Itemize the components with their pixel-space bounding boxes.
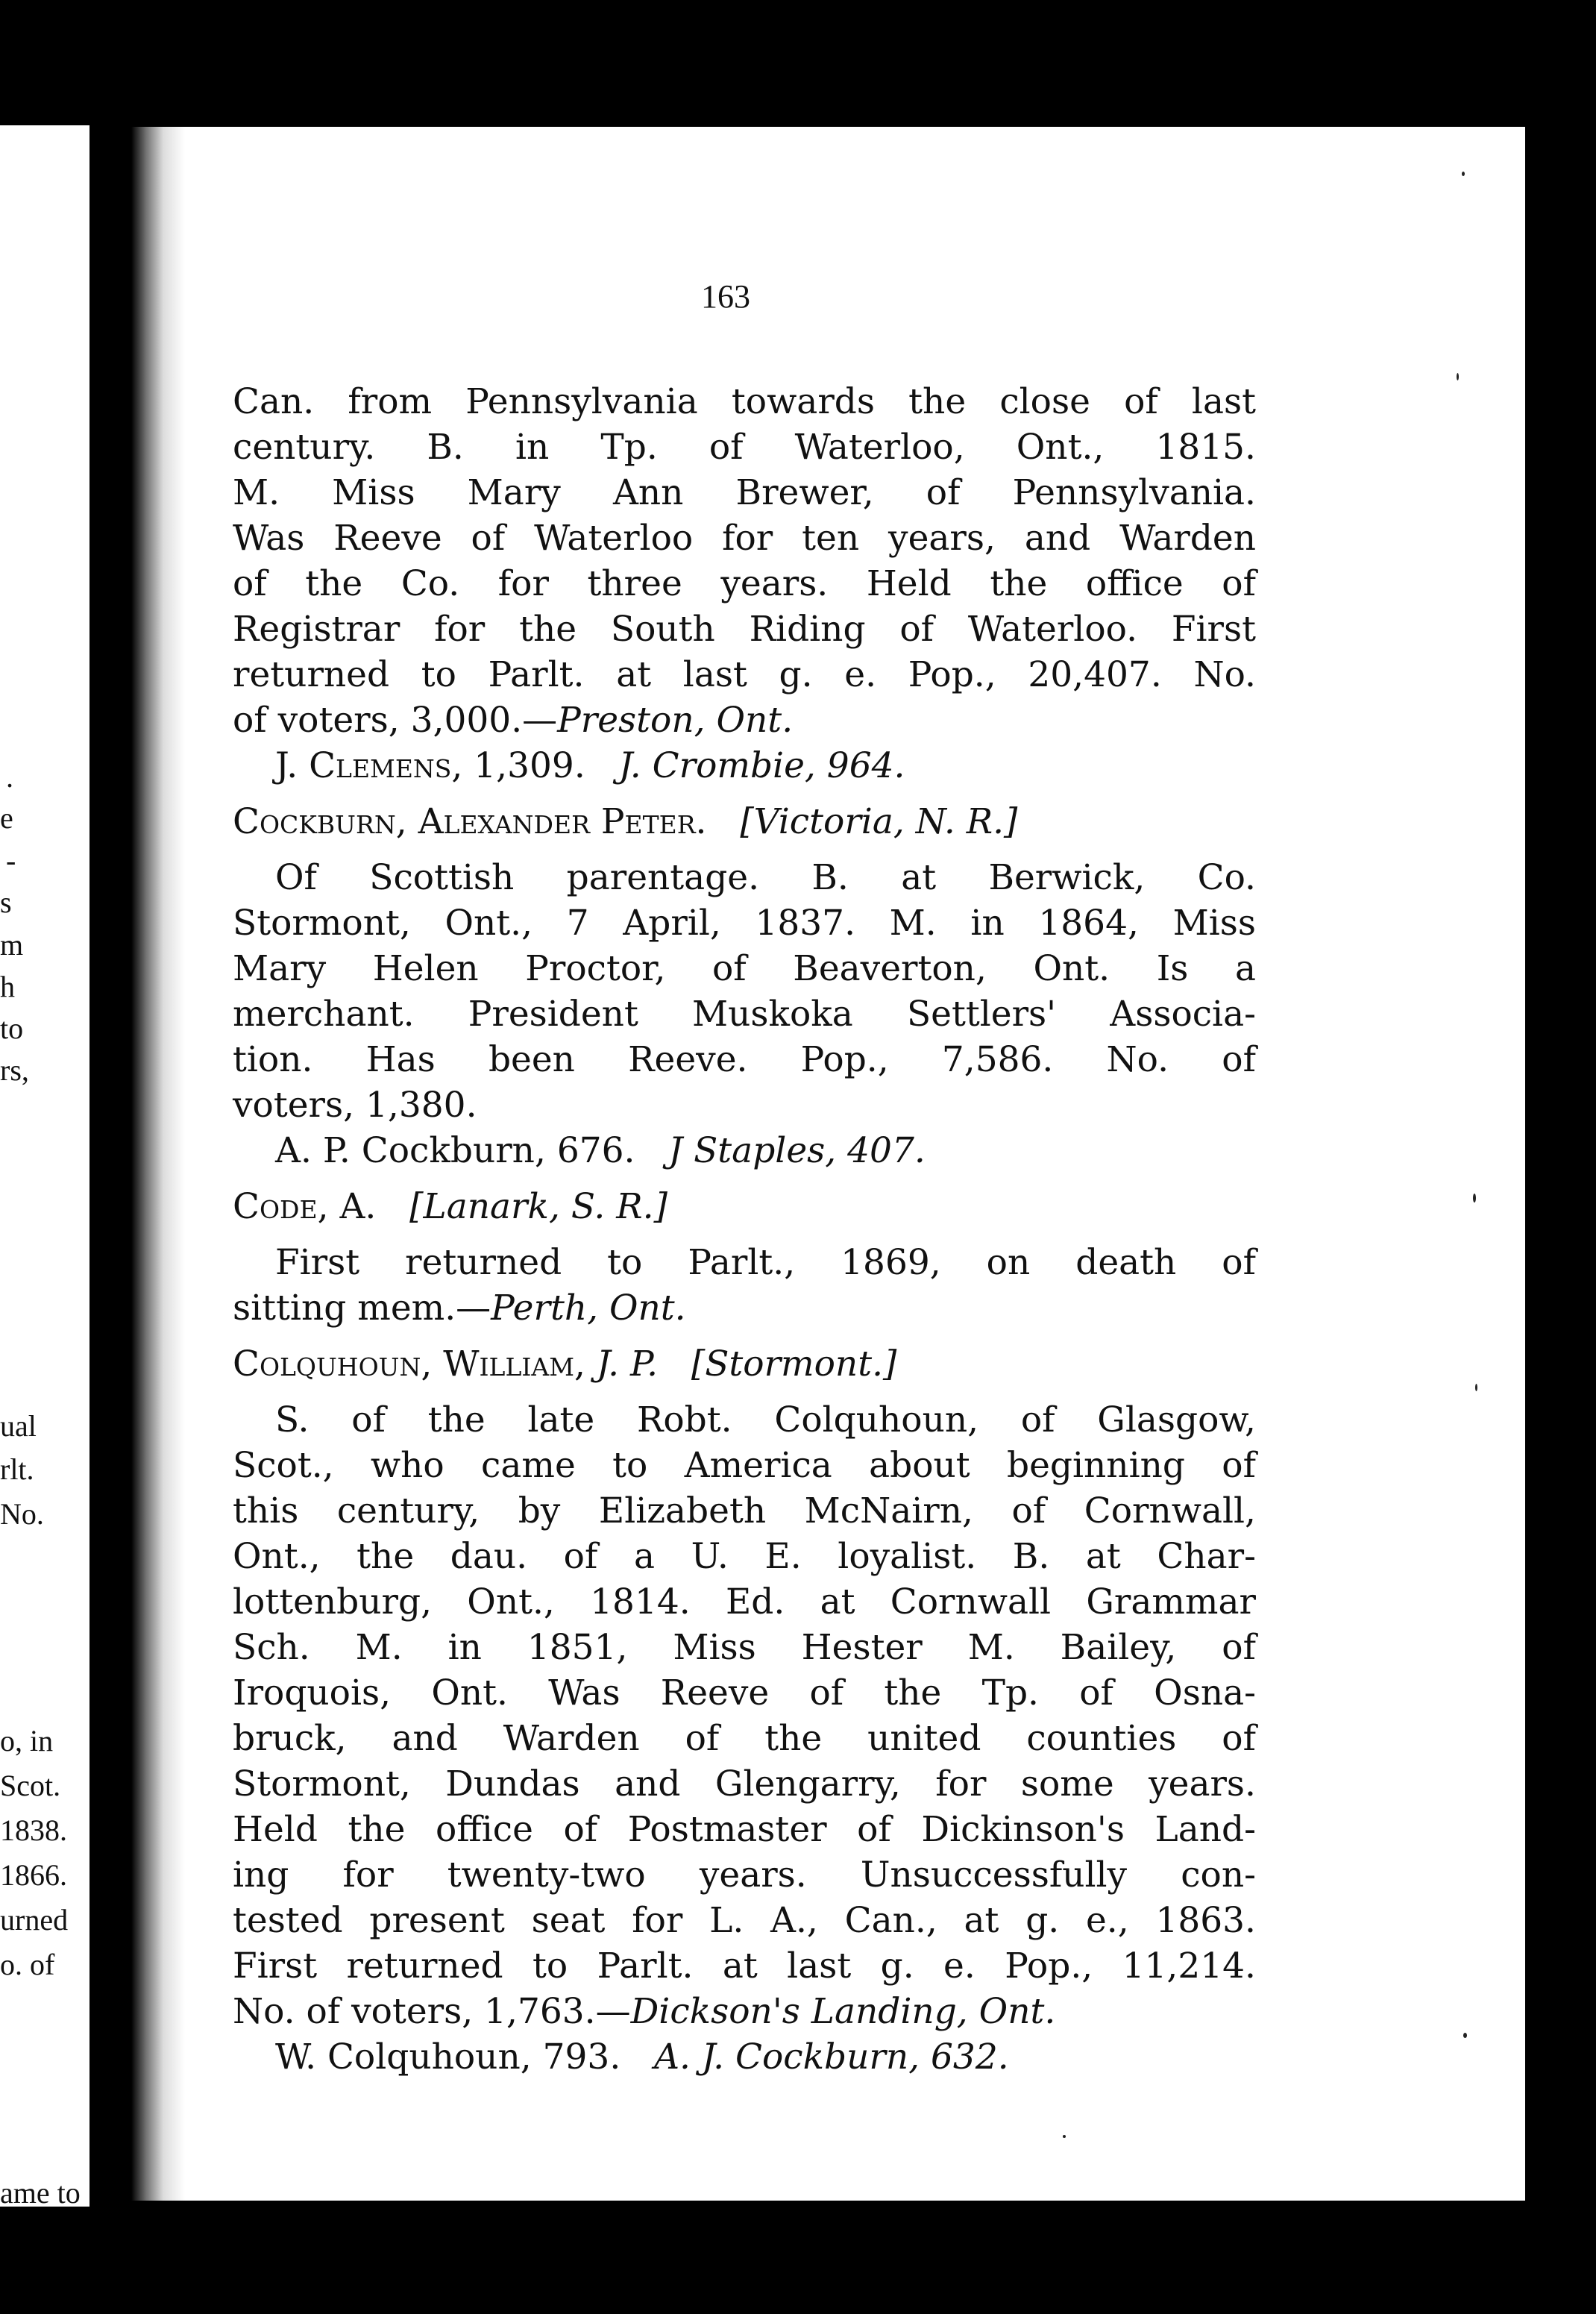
text-line: tested present seat for L. A., Can., at g. e., 1863. [233, 1900, 1256, 1941]
text-line: voters, 1,380. [233, 1085, 477, 1126]
margin-fragment: rlt. [0, 1452, 34, 1486]
text-line [233, 697, 1256, 743]
place-name: Preston, Ont. [557, 700, 794, 741]
text-run: of voters, 3,000.— [233, 700, 558, 741]
member-name: Cockburn, Alexander Peter. [233, 801, 707, 842]
text-line [233, 1285, 1256, 1331]
opponent-votes: J. Crombie, 964. [618, 745, 905, 786]
margin-fragment: urned [0, 1903, 69, 1937]
text-line: tion. Has been Reeve. Pop., 7,586. No. of [233, 1039, 1256, 1080]
text-line: Scot., who came to America about beginning of [233, 1445, 1256, 1486]
margin-fragment: Scot. [0, 1769, 61, 1802]
margin-fragment: 1866. [0, 1858, 67, 1892]
text-line: bruck, and Warden of the united counties of [233, 1718, 1256, 1759]
speck [1457, 373, 1459, 380]
margin-fragment: . [6, 760, 13, 794]
page-body [233, 379, 1256, 2080]
speck [1063, 2135, 1066, 2138]
margin-fragment: s [0, 885, 12, 919]
margin-fragment: o. of [0, 1948, 55, 1981]
text-line: Can. from Pennsylvania towards the close of last [233, 381, 1256, 422]
constituency: [Stormont.] [691, 1343, 897, 1385]
speck [1473, 1194, 1476, 1203]
text-line: century. B. in Tp. of Waterloo, Ont., 1815. [233, 427, 1256, 468]
text-line: Stormont, Dundas and Glengarry, for some years. [233, 1763, 1256, 1805]
constituency: [Victoria, N. R.] [740, 801, 1018, 842]
constituency: [Lanark, S. R.] [409, 1186, 667, 1227]
place-name: Perth, Ont. [491, 1288, 686, 1329]
margin-fragment: to [0, 1012, 24, 1045]
text-line: First returned to Parlt., 1869, on death of [275, 1242, 1256, 1283]
text-line: Registrar for the South Riding of Waterloo. First [233, 609, 1256, 650]
book-spine-shadow [89, 127, 209, 2201]
text-line: merchant. President Muskoka Settlers' Associa- [233, 994, 1256, 1035]
margin-fragment: rs, [0, 1053, 29, 1087]
text-line: Ont., the dau. of a U. E. loyalist. B. at Char- [233, 1536, 1256, 1577]
page-number: 163 [701, 278, 750, 315]
election-result [233, 2034, 1256, 2080]
speck [1475, 1384, 1477, 1391]
text-line: this century, by Elizabeth McNairn, of Cornwall, [233, 1490, 1256, 1531]
winner-votes: A. P. Cockburn, 676. [275, 1130, 635, 1171]
margin-fragment: No. [0, 1497, 44, 1531]
text-line: First returned to Parlt. at last g. e. Pop., 11,214. [233, 1945, 1256, 1987]
election-result [233, 743, 1256, 788]
text-run: No. of voters, 1,763.— [233, 1991, 631, 2032]
speck [1462, 172, 1465, 176]
text-line: Of Scottish parentage. B. at Berwick, Co. [275, 857, 1256, 898]
winner-votes: W. Colquhoun, 793. [275, 2036, 621, 2078]
text-line: lottenburg, Ont., 1814. Ed. at Cornwall Grammar [233, 1581, 1256, 1622]
previous-page-margin [0, 125, 89, 2210]
text-line: Mary Helen Proctor, of Beaverton, Ont. Is a [233, 948, 1256, 989]
opponent-votes: J Staples, 407. [668, 1130, 926, 1171]
text-run: sitting mem.— [233, 1288, 491, 1329]
winner-votes: J. Clemens, 1,309. [275, 745, 585, 786]
text-line: M. Miss Mary Ann Brewer, of Pennsylvania. [233, 472, 1256, 513]
entry-heading [233, 1341, 1256, 1387]
text-line: Held the office of Postmaster of Dickinson's Land- [233, 1809, 1256, 1850]
text-line: Was Reeve of Waterloo for ten years, and Warden [233, 518, 1256, 559]
text-line [233, 1989, 1256, 2034]
opponent-votes: A. J. Cockburn, 632. [654, 2036, 1009, 2078]
text-line: returned to Parlt. at last g. e. Pop., 20,407. No. [233, 654, 1256, 695]
margin-fragment: ual [0, 1409, 37, 1443]
margin-fragment: 1838. [0, 1813, 67, 1847]
text-line: ing for twenty-two years. Unsuccessfully con- [233, 1854, 1256, 1896]
margin-fragment: m [0, 928, 24, 962]
speck [1463, 2033, 1467, 2038]
member-name: Colquhoun, William, [233, 1343, 585, 1385]
place-name: Dickson's Landing, Ont. [630, 1991, 1056, 2032]
member-name: Code, A. [233, 1186, 377, 1227]
member-title: J. P. [596, 1343, 659, 1385]
margin-fragment: - [6, 844, 16, 877]
entry-heading [233, 1184, 1256, 1229]
margin-fragment: ame to [0, 2176, 81, 2210]
text-line: of the Co. for three years. Held the office of [233, 563, 1256, 604]
text-line: S. of the late Robt. Colquhoun, of Glasgow, [275, 1399, 1256, 1440]
election-result [233, 1128, 1256, 1173]
margin-fragment: o, in [0, 1724, 54, 1758]
entry-heading [233, 799, 1256, 844]
text-line: Iroquois, Ont. Was Reeve of the Tp. of Osna- [233, 1672, 1256, 1713]
margin-fragment: h [0, 970, 15, 1003]
margin-fragment: e [0, 801, 13, 835]
text-line: Sch. M. in 1851, Miss Hester M. Bailey, of [233, 1627, 1256, 1668]
text-line: Stormont, Ont., 7 April, 1837. M. in 1864, Miss [233, 903, 1256, 944]
